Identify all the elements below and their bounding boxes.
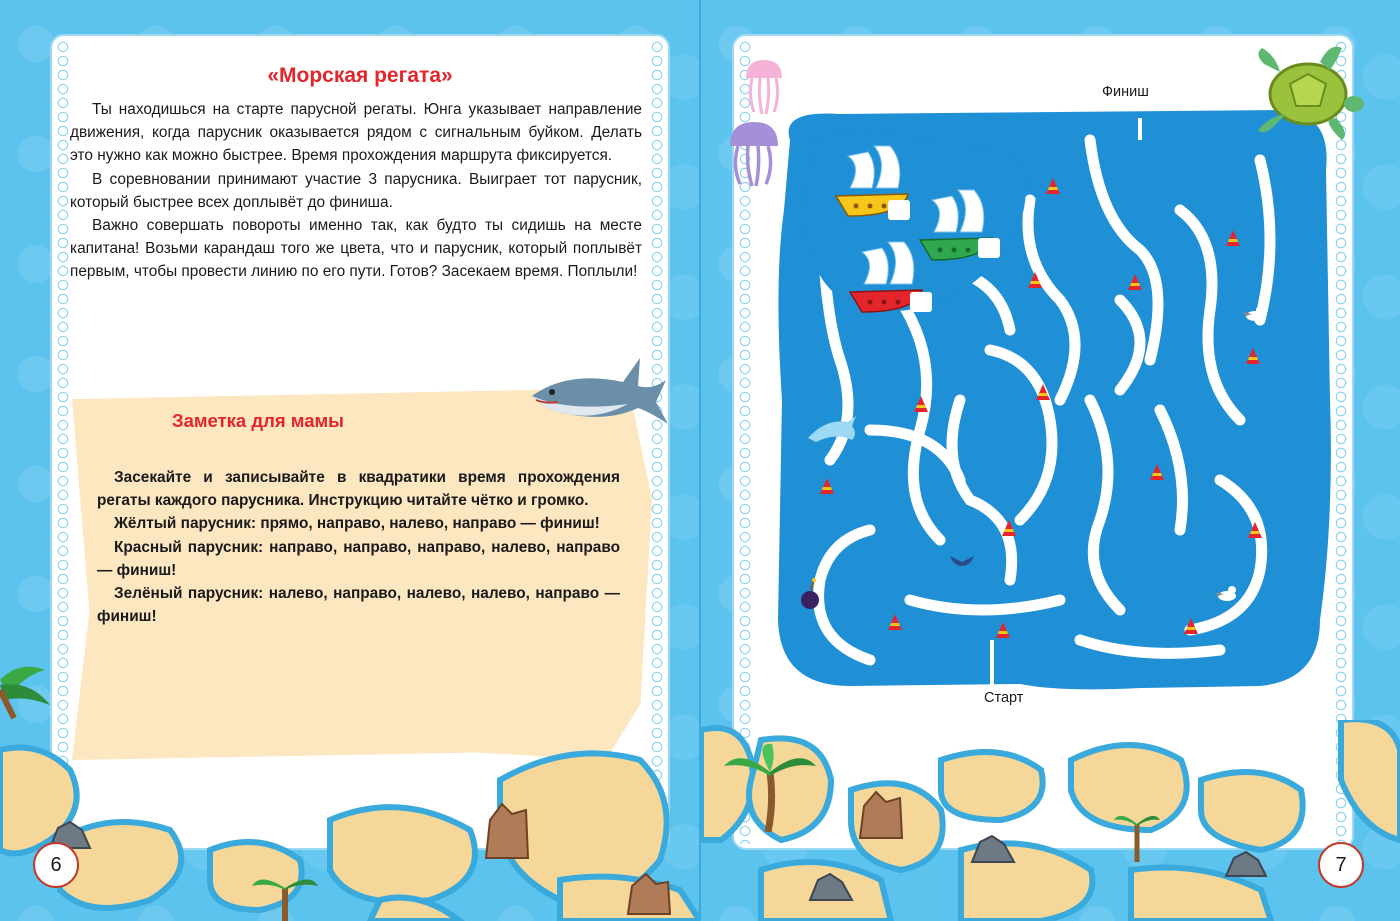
dolphin-icon bbox=[806, 412, 860, 446]
buoy-icon bbox=[1126, 272, 1144, 294]
paragraph: В соревновании принимают участие 3 парусника. Выиграет тот парусник, который быстрее всех доплывёт до финиша. bbox=[70, 170, 642, 211]
buoy-icon bbox=[1246, 520, 1264, 542]
seagull-icon bbox=[1240, 300, 1270, 326]
whale-tail-icon bbox=[948, 552, 976, 580]
paragraph: Ты находишься на старте парусной регаты. Юнга указывает направление движения, когда парусник оказывается рядом с сигнальным буйком. Делать это нужно как можно быстрее. Время прохождения маршрута фиксируется. bbox=[70, 101, 642, 165]
rock-icon bbox=[970, 832, 1016, 864]
buoy-icon bbox=[1148, 462, 1166, 484]
buoy-icon bbox=[1026, 270, 1044, 292]
time-box-red[interactable] bbox=[910, 292, 932, 312]
buoy-icon bbox=[1182, 616, 1200, 638]
buoy-icon bbox=[1034, 382, 1052, 404]
rock-icon bbox=[1224, 848, 1268, 878]
paragraph: Важно совершать повороты именно так, как будто ты сидишь на месте капитана! Возьми карандаш того же цвета, что и парусник, который поплывёт первым, чтобы провести линию по его пути. Готов? Засекаем время. Поплыли! bbox=[70, 217, 642, 281]
jellyfish-icon bbox=[726, 118, 782, 188]
paragraph: Жёлтый парусник: прямо, направо, налево, направо — финиш! bbox=[114, 515, 600, 533]
seagull-icon bbox=[1212, 580, 1242, 606]
buoy-icon bbox=[1224, 228, 1242, 250]
bomb-icon bbox=[798, 578, 824, 612]
rock-icon bbox=[856, 788, 906, 840]
shark-icon bbox=[528, 352, 670, 438]
paragraph: Засекайте и записывайте в квадратики время прохождения регаты каждого парусника. Инструкцию читайте чётко и громко. bbox=[97, 469, 620, 510]
turtle-icon bbox=[1250, 34, 1368, 144]
buoy-icon bbox=[912, 394, 930, 416]
buoy-icon bbox=[1244, 346, 1262, 368]
note-text bbox=[97, 466, 620, 628]
buoy-icon bbox=[1000, 518, 1018, 540]
finish-label: Финиш bbox=[1102, 84, 1149, 100]
buoy-icon bbox=[818, 476, 836, 498]
page-title: «Морская регата» bbox=[267, 64, 453, 87]
paragraph: Зелёный парусник: налево, направо, налево, налево, направо — финиш! bbox=[97, 585, 620, 626]
instructions-text bbox=[70, 98, 642, 284]
buoy-icon bbox=[1044, 176, 1062, 198]
palm-tree-icon bbox=[1112, 806, 1162, 862]
time-box-green[interactable] bbox=[978, 238, 1000, 258]
page-number-left: 6 bbox=[33, 842, 79, 888]
time-box-yellow[interactable] bbox=[888, 200, 910, 220]
paragraph: Красный парусник: направо, направо, направо, налево, направо — финиш! bbox=[97, 538, 620, 579]
palm-tree-icon bbox=[250, 868, 320, 921]
rock-icon bbox=[808, 870, 854, 902]
islands-left bbox=[0, 720, 700, 921]
start-label: Старт bbox=[984, 690, 1024, 706]
buoy-icon bbox=[994, 620, 1012, 642]
jellyfish-icon bbox=[742, 56, 786, 116]
rock-icon bbox=[482, 800, 532, 860]
note-title: Заметка для мамы bbox=[171, 410, 344, 431]
rock-icon bbox=[624, 872, 672, 916]
buoy-icon bbox=[886, 612, 904, 634]
palm-tree-icon bbox=[720, 742, 820, 832]
page-number-right: 7 bbox=[1318, 842, 1364, 888]
